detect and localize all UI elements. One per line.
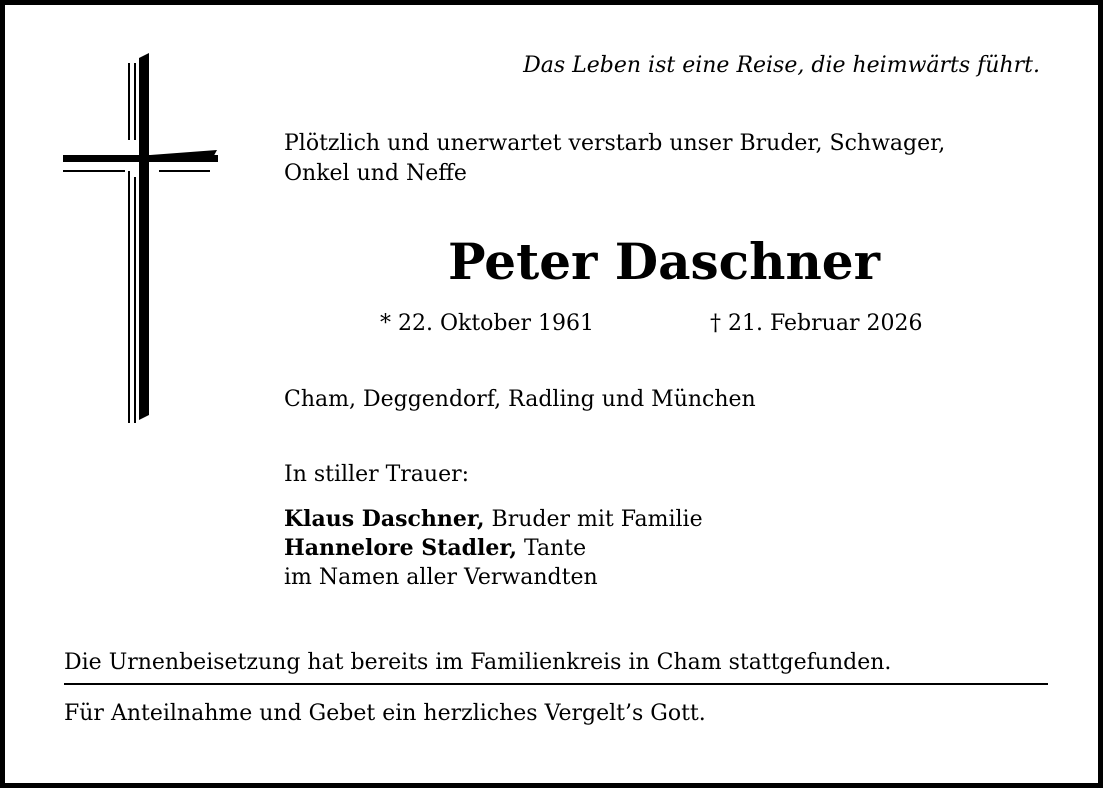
intro-text	[284, 129, 945, 189]
deceased-name: Peter Daschner	[448, 232, 880, 291]
mourners-list	[284, 505, 703, 592]
divider	[64, 683, 1048, 685]
mourner-row	[284, 534, 703, 563]
intro-line: Plötzlich und unerwartet verstarb unser Bruder, Schwager,	[284, 131, 946, 156]
mourning-label: In stiller Trauer:	[284, 462, 470, 487]
mourner-name: Hannelore Stadler,	[284, 535, 517, 561]
mourner-name: Klaus Daschner,	[284, 506, 485, 532]
cross-icon	[63, 53, 223, 428]
mourner-relation: Tante	[524, 536, 587, 561]
mourner-relation: Bruder mit Familie	[491, 507, 703, 532]
intro-line: Onkel und Neffe	[284, 161, 467, 186]
motto: Das Leben ist eine Reise, die heimwärts führt.	[523, 53, 1040, 78]
death-date: † 21. Februar 2026	[710, 311, 923, 336]
mourner-row	[284, 505, 703, 534]
burial-notice: Die Urnenbeisetzung hat bereits im Familienkreis in Cham stattgefunden.	[64, 650, 892, 675]
places: Cham, Deggendorf, Radling und München	[284, 387, 756, 412]
mourners-closing: im Namen aller Verwandten	[284, 565, 598, 590]
birth-date: * 22. Oktober 1961	[380, 311, 595, 336]
thanks-notice: Für Anteilnahme und Gebet ein herzliches Vergelt’s Gott.	[64, 701, 706, 726]
